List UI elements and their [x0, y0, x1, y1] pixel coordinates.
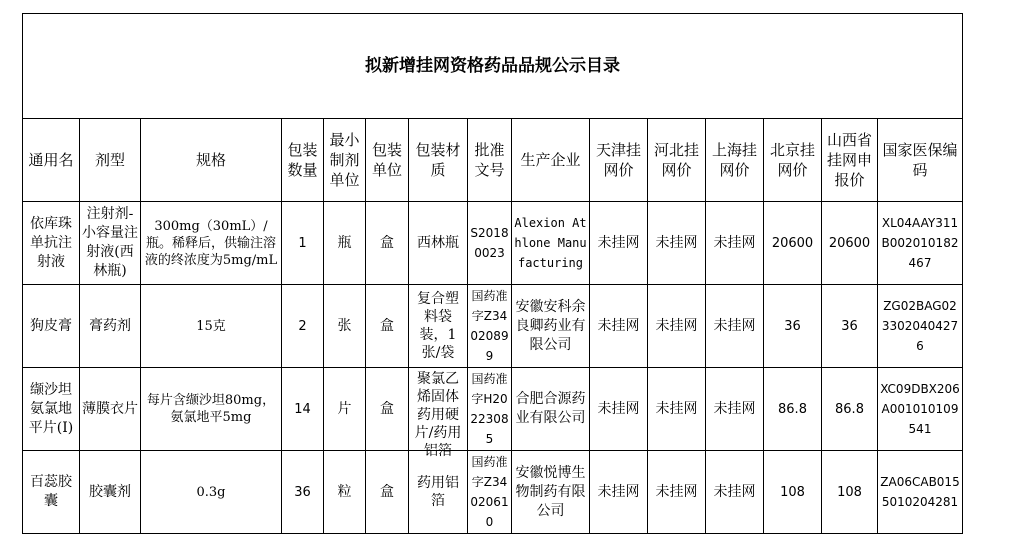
table-row: [23, 368, 963, 451]
min-unit-cell: 张: [324, 285, 366, 368]
tianjin-price-cell: 未挂网: [590, 202, 648, 285]
header-cell: 包装数量: [282, 119, 324, 202]
material-cell: 西林瓶: [409, 202, 468, 285]
drug-name-cell: 百蕊胶囊: [23, 451, 80, 534]
header-cell: 国家医保编码: [878, 119, 963, 202]
spec-cell: 0.3g: [141, 451, 282, 534]
beijing-price-cell: 86.8: [764, 368, 822, 451]
spec-cell: 每片含缬沙坦80mg，氨氯地平5mg: [141, 368, 282, 451]
shanghai-price-cell: 未挂网: [706, 202, 764, 285]
tianjin-price-cell: 未挂网: [590, 451, 648, 534]
shanghai-price-cell: 未挂网: [706, 451, 764, 534]
hebei-price-cell: 未挂网: [648, 368, 706, 451]
hebei-price-cell: 未挂网: [648, 285, 706, 368]
maker-cell: 合肥合源药业有限公司: [512, 368, 590, 451]
page-title: 拟新增挂网资格药品品规公示目录: [23, 14, 963, 119]
shanxi-price-cell: 20600: [822, 202, 878, 285]
header-cell: 包装材质: [409, 119, 468, 202]
drug-table: [22, 13, 963, 534]
header-cell: 包装单位: [366, 119, 409, 202]
drug-name-cell: 缬沙坦氨氯地平片(I): [23, 368, 80, 451]
beijing-price-cell: 20600: [764, 202, 822, 285]
shanxi-price-cell: 108: [822, 451, 878, 534]
insurance-code-cell: XL04AAY311B002010182467: [878, 202, 963, 285]
table-row: [23, 451, 963, 534]
dosage-form-cell: 胶囊剂: [80, 451, 141, 534]
approval-cell: 国药准字H20223085: [468, 368, 512, 451]
pack-unit-cell: 盒: [366, 202, 409, 285]
table-header-row: [23, 119, 963, 202]
min-unit-cell: 片: [324, 368, 366, 451]
shanxi-price-cell: 36: [822, 285, 878, 368]
maker-cell: Alexion Athlone Manufacturing: [512, 202, 590, 285]
approval-cell: 国药准字Z34020899: [468, 285, 512, 368]
header-cell: 北京挂网价: [764, 119, 822, 202]
material-cell: [409, 368, 468, 459]
insurance-code-cell: ZA06CAB0155010204281: [878, 451, 963, 534]
shanghai-price-cell: 未挂网: [706, 368, 764, 451]
material-text: 聚氯乙烯固体药用硬片/药用铝箔: [414, 371, 462, 459]
material-cell: [409, 285, 468, 368]
pack-unit-cell: 盒: [366, 368, 409, 451]
header-cell: 山西省挂网申报价: [822, 119, 878, 202]
insurance-code-cell: XC09DBX206A001010109541: [878, 368, 963, 451]
dosage-form-cell: 薄膜衣片: [80, 368, 141, 451]
dosage-form-cell: 注射剂-小容量注射液(西林瓶): [80, 202, 141, 285]
table-row: [23, 285, 963, 368]
pack-qty-cell: 1: [282, 202, 324, 285]
header-cell: 生产企业: [512, 119, 590, 202]
pack-qty-cell: 36: [282, 451, 324, 534]
header-cell: 通用名: [23, 119, 80, 202]
tianjin-price-cell: 未挂网: [590, 368, 648, 451]
material-text: 复合塑料袋装，1张/袋: [417, 291, 459, 361]
table-row: [23, 202, 963, 285]
spreadsheet: [22, 13, 963, 534]
min-unit-cell: 粒: [324, 451, 366, 534]
pack-qty-cell: 2: [282, 285, 324, 368]
pack-qty-cell: 14: [282, 368, 324, 451]
header-cell: 批准文号: [468, 119, 512, 202]
insurance-code-cell: ZG02BAG0233020404276: [878, 285, 963, 368]
maker-cell: 安徽悦博生物制药有限公司: [512, 451, 590, 534]
drug-name-cell: 狗皮膏: [23, 285, 80, 368]
hebei-price-cell: 未挂网: [648, 202, 706, 285]
pack-unit-cell: 盒: [366, 451, 409, 534]
shanxi-price-cell: 86.8: [822, 368, 878, 451]
header-cell: 最小制剂单位: [324, 119, 366, 202]
spec-cell: 300mg（30mL）/瓶。稀释后，供输注溶液的终浓度为5mg/mL: [141, 202, 282, 285]
header-cell: 规格: [141, 119, 282, 202]
approval-cell: S20180023: [468, 202, 512, 285]
header-cell: 上海挂网价: [706, 119, 764, 202]
dosage-form-cell: 膏药剂: [80, 285, 141, 368]
spec-cell: 15克: [141, 285, 282, 368]
header-cell: 剂型: [80, 119, 141, 202]
shanghai-price-cell: 未挂网: [706, 285, 764, 368]
approval-cell: 国药准字Z34020610: [468, 451, 512, 534]
header-cell: 河北挂网价: [648, 119, 706, 202]
material-cell: 药用铝箔: [409, 451, 468, 534]
beijing-price-cell: 108: [764, 451, 822, 534]
tianjin-price-cell: 未挂网: [590, 285, 648, 368]
min-unit-cell: 瓶: [324, 202, 366, 285]
maker-cell: 安徽安科余良卿药业有限公司: [512, 285, 590, 368]
header-cell: 天津挂网价: [590, 119, 648, 202]
beijing-price-cell: 36: [764, 285, 822, 368]
hebei-price-cell: 未挂网: [648, 451, 706, 534]
pack-unit-cell: 盒: [366, 285, 409, 368]
drug-name-cell: 依库珠单抗注射液: [23, 202, 80, 285]
